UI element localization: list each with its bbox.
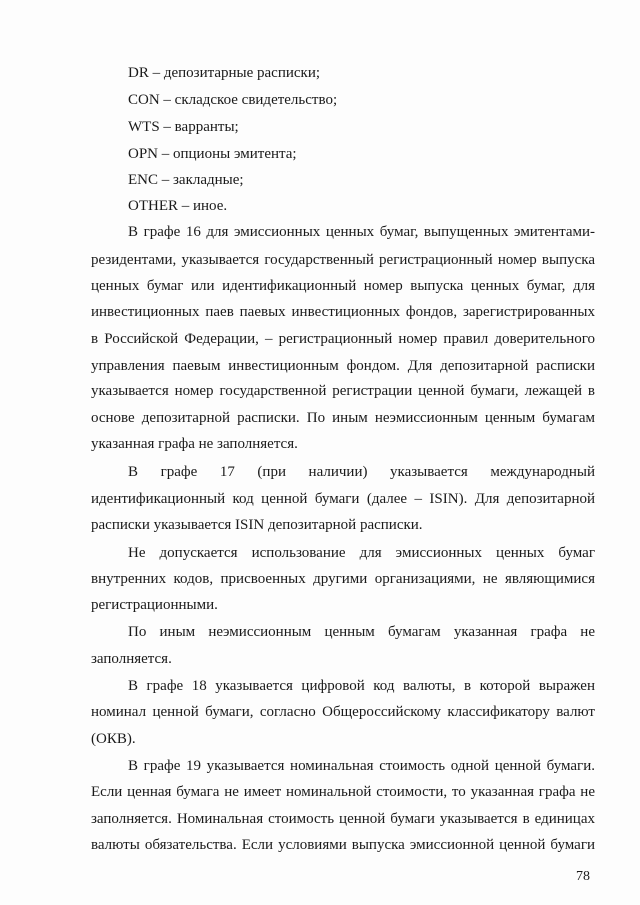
paragraph-line: регистрационными. [91, 597, 218, 613]
paragraph-line: основе депозитарной расписки. По иным неэмиссионным ценным бумагам [91, 410, 595, 426]
list-item: OTHER – иное. [128, 198, 228, 214]
paragraph-line: Если ценная бумага не имеет номинальной стоимости, то указанная графа не [91, 784, 595, 800]
list-item: DR – депозитарные расписки; [128, 65, 321, 81]
paragraph-line: В графе 17 (при наличии) указывается международный [128, 464, 595, 480]
paragraph-line: идентификационный код ценной бумаги (далее – ISIN). Для депозитарной [91, 491, 595, 507]
paragraph-line: заполняется. [91, 651, 172, 667]
page-number: 78 [576, 869, 590, 884]
paragraph-line: Не допускается использование для эмиссионных ценных бумаг [128, 545, 595, 561]
paragraph-line: резидентами, указывается государственный регистрационный номер выпуска [91, 252, 595, 268]
list-item: CON – складское свидетельство; [128, 92, 338, 108]
list-item: ENC – закладные; [128, 172, 244, 188]
paragraph-line: внутренних кодов, присвоенных другими организациями, не являющимися [91, 571, 595, 587]
paragraph-line: По иным неэмиссионным ценным бумагам указанная графа не [128, 624, 595, 640]
paragraph-line: В графе 18 указывается цифровой код валюты, в которой выражен [128, 678, 595, 694]
paragraph-line: расписки указывается ISIN депозитарной расписки. [91, 517, 423, 533]
paragraph-line: указывается номер государственной регистрации ценной бумаги, лежащей в [91, 383, 595, 399]
paragraph-line: В графе 19 указывается номинальная стоимость одной ценной бумаги. [128, 758, 595, 774]
paragraph-line: валюты обязательства. Если условиями выпуска эмиссионной ценной бумаги [91, 837, 595, 853]
paragraph-line: указанная графа не заполняется. [91, 436, 298, 452]
paragraph-line: номинал ценной бумаги, согласно Общероссийскому классификатору валют [91, 704, 595, 720]
list-item: OPN – опционы эмитента; [128, 146, 297, 162]
paragraph-line: (ОКВ). [91, 731, 136, 747]
paragraph-line: инвестиционных паев паевых инвестиционных фондов, зарегистрированных [91, 304, 595, 320]
paragraph-line: заполняется. Номинальная стоимость ценной бумаги указывается в единицах [91, 811, 595, 827]
paragraph-line: В графе 16 для эмиссионных ценных бумаг, выпущенных эмитентами- [128, 224, 595, 240]
paragraph-line: ценных бумаг или идентификационный номер выпуска ценных бумаг, для [91, 278, 595, 294]
paragraph-line: в Российской Федерации, – регистрационный номер правил доверительного [91, 331, 595, 347]
list-item: WTS – варранты; [128, 119, 239, 135]
paragraph-line: управления паевым инвестиционным фондом. Для депозитарной расписки [91, 358, 595, 374]
